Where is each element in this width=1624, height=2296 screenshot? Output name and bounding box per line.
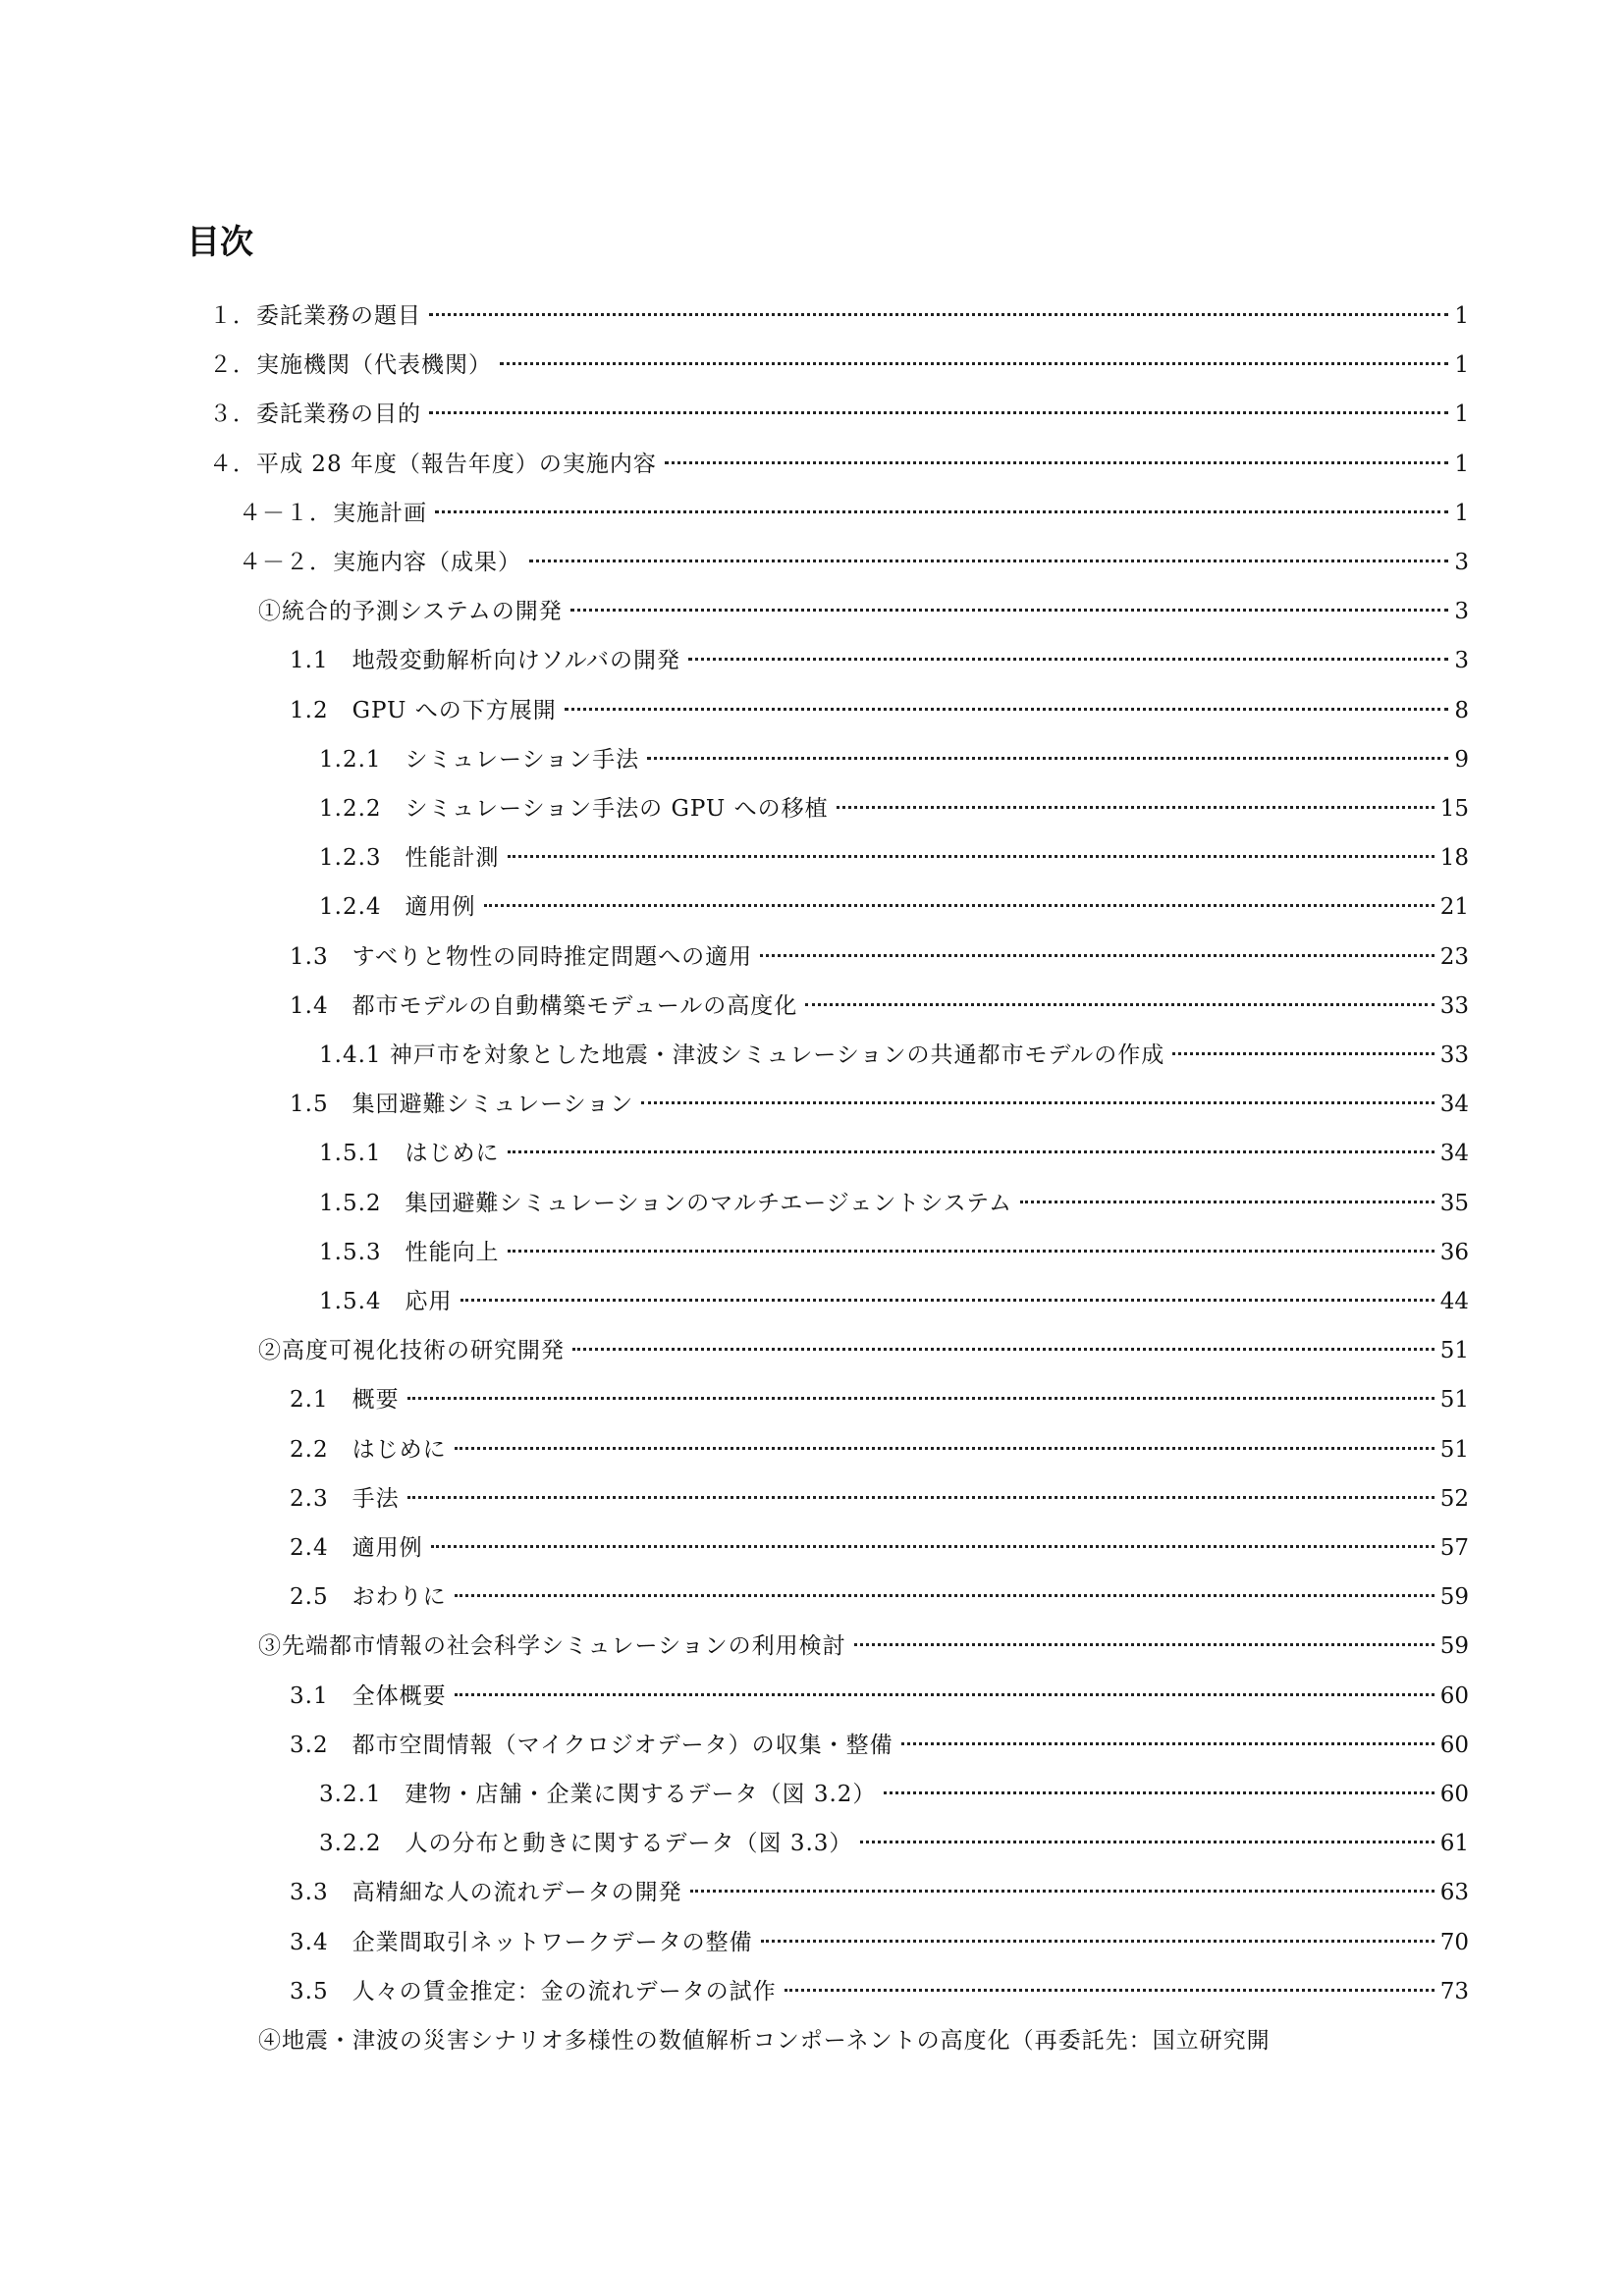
toc-entry[interactable] (319, 1773, 1469, 1816)
toc-page-number: 60 (1439, 1683, 1469, 1709)
toc-entry[interactable] (290, 1526, 1469, 1570)
toc-dot-leader (508, 1150, 1435, 1153)
toc-entry[interactable] (209, 393, 1469, 436)
toc-entry-label: 2.1 概要 (290, 1387, 400, 1413)
toc-dot-leader (508, 1250, 1435, 1253)
toc-entry-label: 1.5.3 性能向上 (319, 1240, 500, 1265)
toc-entry-label: 2.4 適用例 (290, 1535, 423, 1561)
toc-entry-label: 1.5.2 集団避難シミュレーションのマルチエージェントシステム (319, 1191, 1013, 1216)
toc-page-number: 70 (1439, 1930, 1469, 1955)
toc-page-number: 59 (1439, 1584, 1469, 1610)
toc-dot-leader (901, 1742, 1435, 1745)
toc-entry[interactable] (319, 787, 1469, 830)
toc-entry[interactable] (258, 1625, 1469, 1668)
toc-dot-leader (884, 1791, 1434, 1794)
toc-page-number: 34 (1439, 1141, 1469, 1166)
toc-dot-leader (570, 609, 1449, 612)
toc-entry-label: ４．平成 28 年度（報告年度）の実施内容 (209, 452, 657, 477)
toc-dot-leader (1020, 1201, 1435, 1203)
toc-entry-label: 1.5.4 応用 (319, 1289, 453, 1314)
toc-dot-leader (508, 855, 1435, 858)
toc-dot-leader (854, 1643, 1435, 1646)
toc-page-number: 73 (1439, 1979, 1469, 2004)
toc-entry-label: 1.2.1 シミュレーション手法 (319, 747, 640, 773)
toc-entry-label: 1.3 すべりと物性の同時推定問題への適用 (290, 944, 753, 970)
toc-dot-leader (572, 1348, 1435, 1351)
toc-page-number: 1 (1454, 303, 1469, 329)
toc-dot-leader (690, 1890, 1435, 1893)
toc-entry-label: 3.1 全体概要 (290, 1683, 447, 1709)
toc-entry[interactable] (290, 1575, 1469, 1619)
toc-entry[interactable] (319, 1034, 1469, 1077)
toc-entry-label: 1.5 集団避難シミュレーション (290, 1092, 634, 1117)
toc-entry-label: 1.2.4 適用例 (319, 894, 476, 920)
toc-entry[interactable] (290, 1921, 1469, 1964)
toc-entry[interactable] (290, 1083, 1469, 1126)
toc-page-number: 3 (1454, 648, 1469, 673)
toc-entry[interactable] (209, 443, 1469, 486)
toc-dot-leader (429, 411, 1448, 414)
toc-entry-label: 3.5 人々の賃金推定：金の流れデータの試作 (290, 1979, 777, 2004)
toc-entry-label: 2.2 はじめに (290, 1437, 447, 1463)
toc-page-number: 33 (1439, 1042, 1469, 1068)
toc-dot-leader (460, 1299, 1435, 1302)
toc-entry[interactable] (290, 935, 1469, 979)
toc-dot-leader (455, 1594, 1435, 1597)
toc-entry[interactable] (319, 1280, 1469, 1323)
toc-entry-label: ③先端都市情報の社会科学シミュレーションの利用検討 (258, 1633, 846, 1659)
toc-entry[interactable] (290, 689, 1469, 732)
toc-dot-leader (647, 757, 1448, 760)
toc-title: 目次 (187, 223, 253, 262)
toc-entry-label: 1.5.1 はじめに (319, 1141, 500, 1166)
toc-page-number: 51 (1439, 1387, 1469, 1413)
toc-entry[interactable] (319, 1182, 1469, 1225)
toc-entry[interactable] (319, 836, 1469, 880)
toc-page-number: 59 (1439, 1633, 1469, 1659)
toc-dot-leader (407, 1397, 1435, 1400)
toc-entry-label: ２．実施機関（代表機関） (209, 352, 492, 378)
toc-entry-label: 3.2 都市空間情報（マイクロジオデータ）の収集・整備 (290, 1733, 893, 1758)
toc-page-number: 23 (1439, 944, 1469, 970)
toc-dot-leader (837, 806, 1435, 809)
toc-dot-leader (760, 954, 1435, 957)
toc-page-number: 44 (1439, 1289, 1469, 1314)
toc-entry-label: ３．委託業務の目的 (209, 401, 421, 427)
toc-entry-label: ①統合的予測システムの開発 (258, 599, 563, 624)
toc-entry-label: 2.3 手法 (290, 1486, 400, 1512)
toc-dot-leader (529, 560, 1448, 562)
toc-page-number: 21 (1439, 894, 1469, 920)
toc-page-number: 15 (1439, 796, 1469, 822)
toc-dot-leader (761, 1940, 1435, 1943)
toc-dot-leader (785, 1989, 1435, 1992)
toc-dot-leader (805, 1003, 1434, 1006)
toc-entry-label: ④地震・津波の災害シナリオ多様性の数値解析コンポーネントの高度化（再委託先：国立研究開 (258, 2028, 1271, 2054)
toc-page-number: 60 (1439, 1782, 1469, 1807)
toc-entry[interactable] (290, 1477, 1469, 1521)
toc-page-number: 1 (1454, 352, 1469, 378)
toc-entry-label: 2.5 おわりに (290, 1584, 447, 1610)
toc-entry-label: ４－２．実施内容（成果） (239, 550, 521, 575)
toc-dot-leader (665, 461, 1448, 464)
toc-dot-leader (500, 362, 1448, 365)
toc-entry-label: 1.2.2 シミュレーション手法の GPU への移植 (319, 796, 829, 822)
toc-dot-leader (565, 708, 1449, 711)
toc-entry-label: 1.4.1 神戸市を対象とした地震・津波シミュレーションの共通都市モデルの作成 (319, 1042, 1165, 1068)
toc-dot-leader (1172, 1052, 1434, 1055)
toc-entry-label: 1.1 地殻変動解析向けソルバの開発 (290, 648, 680, 673)
toc-page-number: 51 (1439, 1338, 1469, 1363)
toc-dot-leader (431, 1545, 1435, 1548)
toc-dot-leader (688, 658, 1448, 661)
toc-dot-leader (455, 1447, 1435, 1450)
toc-page-number: 3 (1454, 550, 1469, 575)
toc-dot-leader (455, 1693, 1435, 1696)
toc-entry[interactable] (290, 985, 1469, 1028)
toc-page-number: 51 (1439, 1437, 1469, 1463)
toc-dot-leader (860, 1841, 1434, 1843)
toc-entry-label: 3.2.1 建物・店舗・企業に関するデータ（図 3.2） (319, 1782, 877, 1807)
toc-page-number: 1 (1454, 501, 1469, 526)
toc-entry[interactable] (290, 1970, 1469, 2013)
toc-dot-leader (641, 1101, 1435, 1104)
toc-entry[interactable] (290, 1675, 1469, 1718)
toc-entry[interactable] (319, 1231, 1469, 1274)
toc-entry-label: 1.2 GPU への下方展開 (290, 698, 557, 723)
toc-dot-leader (429, 313, 1448, 316)
toc-entry-label: ４－１．実施計画 (239, 501, 427, 526)
toc-entry[interactable] (290, 1428, 1469, 1471)
toc-dot-leader (484, 904, 1435, 907)
toc-page-number: 33 (1439, 993, 1469, 1019)
toc-page-number: 3 (1454, 599, 1469, 624)
toc-entry-label: 1.4 都市モデルの自動構築モデュールの高度化 (290, 993, 798, 1019)
toc-page-number: 63 (1439, 1880, 1469, 1905)
toc-entry[interactable] (258, 1329, 1469, 1372)
toc-entry[interactable] (209, 344, 1469, 387)
toc-entry[interactable] (319, 1822, 1469, 1865)
toc-entry[interactable] (319, 738, 1469, 781)
toc-entry[interactable] (290, 1378, 1469, 1421)
toc-entry-label: 1.2.3 性能計測 (319, 845, 500, 871)
toc-page-number: 36 (1439, 1240, 1469, 1265)
toc-entry[interactable] (319, 885, 1469, 929)
toc-entry[interactable] (319, 1132, 1469, 1175)
toc-page-number: 60 (1439, 1733, 1469, 1758)
toc-entry[interactable] (290, 1724, 1469, 1767)
toc-dot-leader (435, 510, 1448, 513)
toc-dot-leader (407, 1496, 1435, 1499)
toc-page-number: 1 (1454, 452, 1469, 477)
toc-page-number: 8 (1454, 698, 1469, 723)
toc-entry-label: 3.3 高精細な人の流れデータの開発 (290, 1880, 682, 1905)
toc-page-number: 1 (1454, 401, 1469, 427)
toc-entry[interactable] (239, 541, 1469, 584)
toc-entry-label: ②高度可視化技術の研究開発 (258, 1338, 565, 1363)
toc-entry[interactable] (258, 2019, 1469, 2062)
toc-page-number: 18 (1439, 845, 1469, 871)
toc-entry[interactable] (258, 590, 1469, 633)
toc-entry[interactable] (290, 639, 1469, 682)
toc-entry-label: 3.2.2 人の分布と動きに関するデータ（図 3.3） (319, 1831, 853, 1856)
toc-entry-label: 3.4 企業間取引ネットワークデータの整備 (290, 1930, 753, 1955)
toc-entry[interactable] (209, 294, 1469, 338)
toc-page-number: 52 (1439, 1486, 1469, 1512)
toc-page-number: 61 (1439, 1831, 1469, 1856)
toc-page-number: 34 (1439, 1092, 1469, 1117)
toc-page-number: 9 (1454, 747, 1469, 773)
toc-page-number: 57 (1439, 1535, 1469, 1561)
toc-entry[interactable] (290, 1871, 1469, 1914)
toc-entry[interactable] (239, 492, 1469, 535)
toc-entry-label: １．委託業務の題目 (209, 303, 421, 329)
toc-page-number: 35 (1439, 1191, 1469, 1216)
